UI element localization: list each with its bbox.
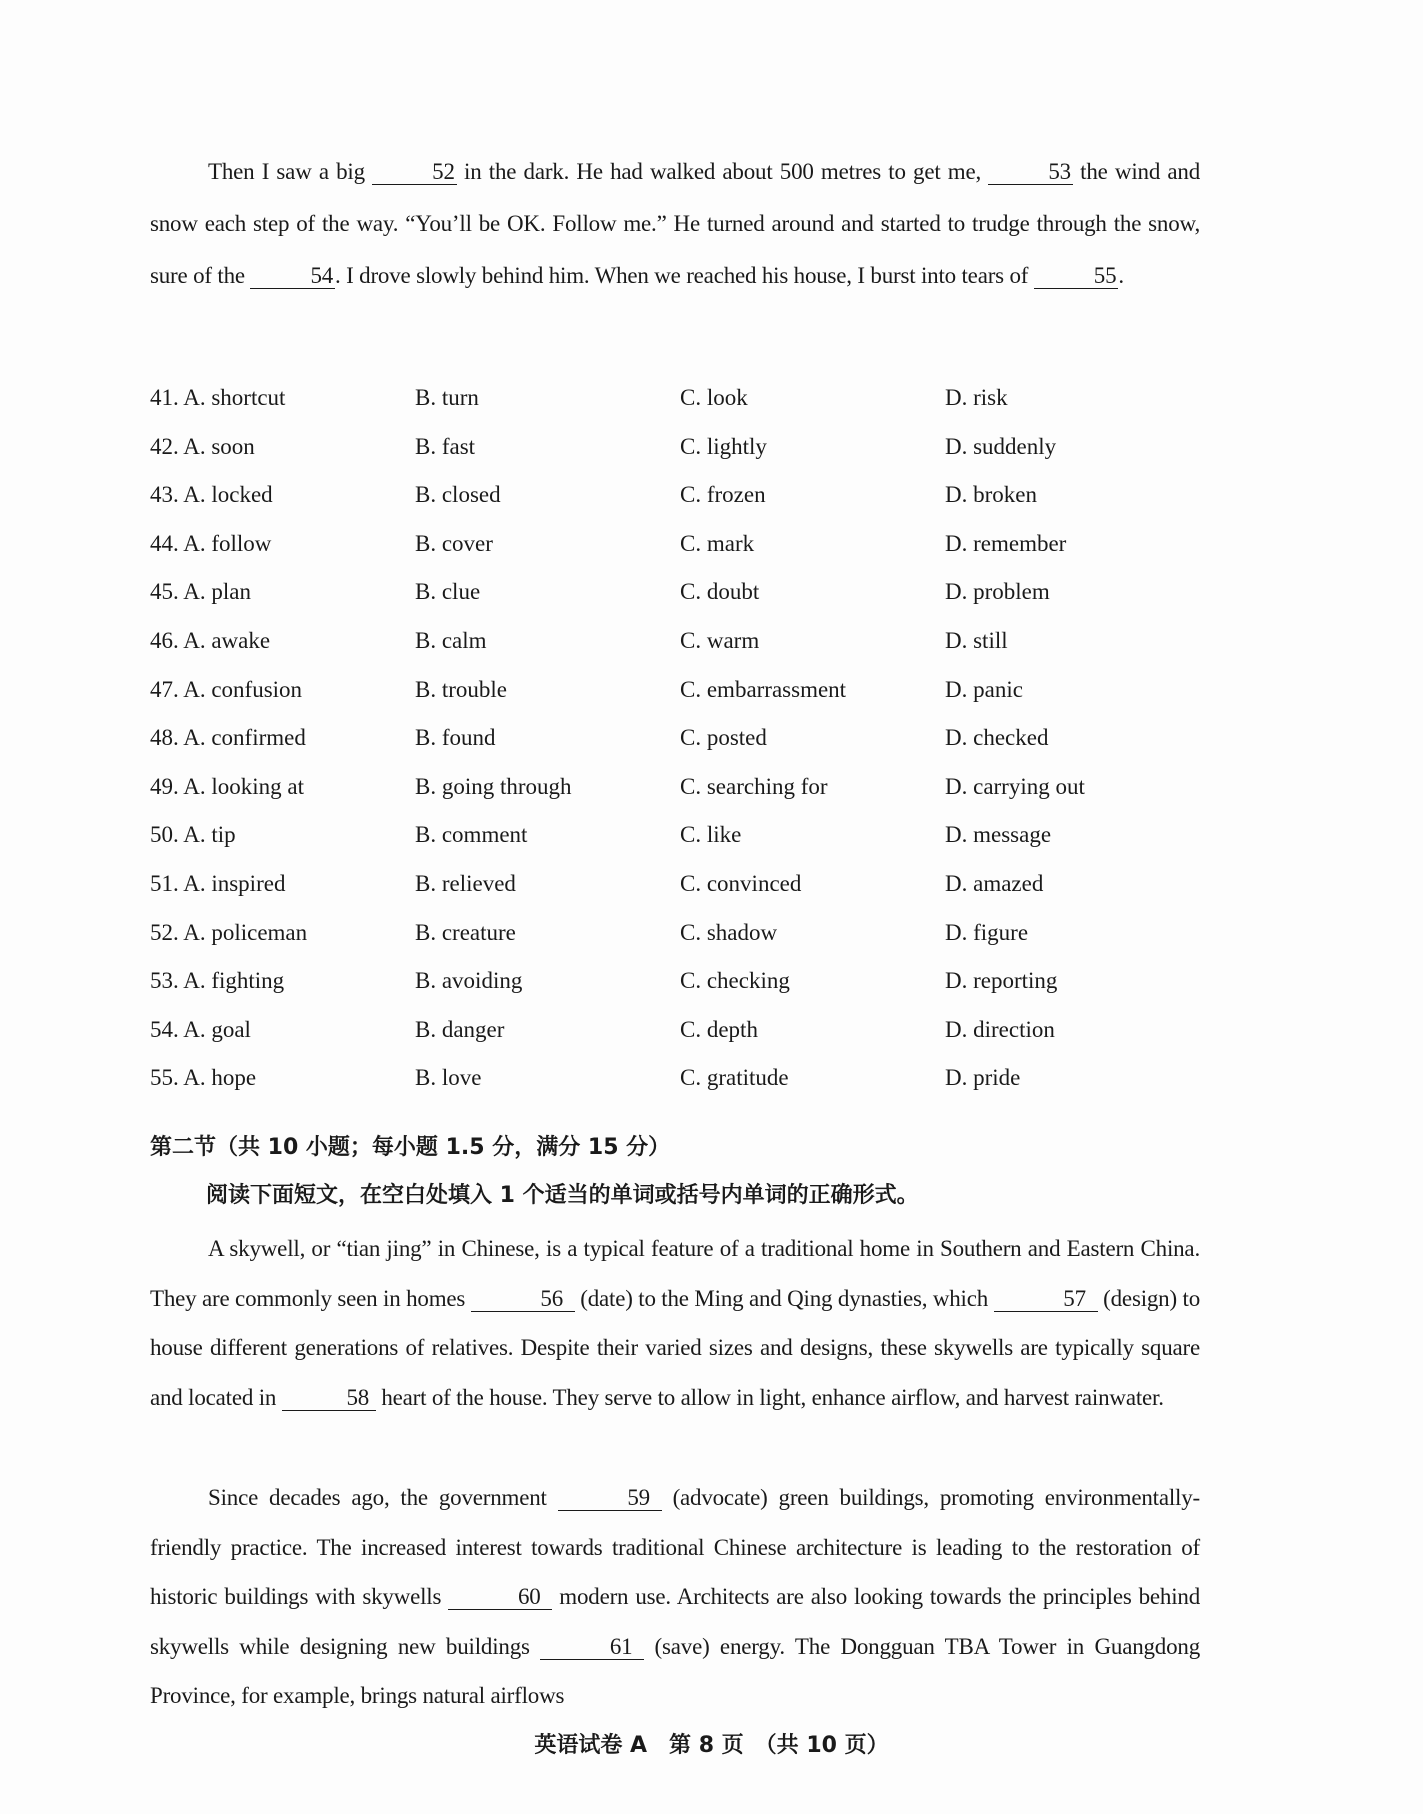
option-c: C. depth xyxy=(680,1016,758,1042)
blank-61: 61 xyxy=(540,1635,644,1660)
option-c: C. look xyxy=(680,385,748,410)
option-row-42 xyxy=(150,423,1200,472)
answer-options-table xyxy=(150,374,1200,1103)
option-b: B. found xyxy=(415,725,496,751)
option-a: 55. A. hope xyxy=(150,1065,257,1091)
option-a: 47. A. confusion xyxy=(150,676,303,702)
blank-53: 53 xyxy=(988,160,1073,185)
option-d: D. pride xyxy=(945,1065,1021,1091)
option-b: B. fast xyxy=(415,433,476,459)
option-b: B. danger xyxy=(415,1016,505,1042)
blank-59: 59 xyxy=(558,1486,662,1511)
cloze-passage-ending xyxy=(150,146,1200,302)
option-d: D. carrying out xyxy=(945,773,1085,799)
option-b: B. comment xyxy=(415,822,528,848)
option-c: C. convinced xyxy=(680,870,802,896)
option-c: C. shadow xyxy=(680,919,778,945)
option-row-50 xyxy=(150,811,1200,860)
section-instruction: 阅读下面短文，在空白处填入 1 个适当的单词或括号内单词的正确形式。 xyxy=(206,1183,919,1208)
option-d: D. still xyxy=(945,627,1008,653)
option-c: C. doubt xyxy=(680,579,760,605)
option-d: D. panic xyxy=(945,676,1023,702)
option-a: 44. A. follow xyxy=(150,530,272,556)
option-c: C. frozen xyxy=(680,482,766,508)
option-b: B. cover xyxy=(415,530,493,556)
passage-text: (design) to house different generations of relatives. Despite their varied sizes and designs, these skywells are typically square and located in xyxy=(150,1285,1200,1410)
option-c: C. warm xyxy=(680,627,760,653)
option-c: C. like xyxy=(680,822,742,848)
option-a: 50. A. tip xyxy=(150,822,236,848)
option-a: 51. A. inspired xyxy=(150,870,286,896)
option-a: 42. A. soon xyxy=(150,433,255,459)
option-b: B. closed xyxy=(415,482,501,508)
passage-text: A skywell, or “tian jing” in Chinese, is a typical feature of a traditional home in Southern and Eastern China. They are commonly seen in homes xyxy=(150,1236,1200,1311)
option-row-43 xyxy=(150,471,1200,520)
passage-text: Then I saw a big xyxy=(208,159,373,184)
option-d: D. figure xyxy=(945,919,1029,945)
option-row-53 xyxy=(150,957,1200,1006)
option-d: D. amazed xyxy=(945,870,1044,896)
section-heading: 第二节（共 10 小题；每小题 1.5 分，满分 15 分） xyxy=(150,1135,671,1160)
option-row-51 xyxy=(150,860,1200,909)
option-row-41 xyxy=(150,374,1200,423)
option-d: D. checked xyxy=(945,725,1049,751)
option-a: 46. A. awake xyxy=(150,627,271,653)
option-b: B. love xyxy=(415,1065,482,1091)
option-a: 53. A. fighting xyxy=(150,968,285,994)
passage-text: modern use. Architects are also looking towards the principles behind skywells while designing new buildings xyxy=(150,1584,1200,1659)
blank-56: 56 xyxy=(471,1287,575,1312)
option-d: D. direction xyxy=(945,1016,1055,1042)
passage-text: . xyxy=(1118,263,1124,288)
option-row-46 xyxy=(150,617,1200,666)
option-d: D. remember xyxy=(945,530,1067,556)
option-row-55 xyxy=(150,1054,1200,1103)
option-d: D. broken xyxy=(945,482,1037,508)
blank-52: 52 xyxy=(372,160,457,185)
option-row-48 xyxy=(150,714,1200,763)
option-c: C. mark xyxy=(680,530,755,556)
blank-58: 58 xyxy=(282,1386,376,1411)
option-d: D. problem xyxy=(945,579,1050,605)
blank-60: 60 xyxy=(448,1585,552,1610)
option-row-52 xyxy=(150,909,1200,958)
option-a: 54. A. goal xyxy=(150,1016,251,1042)
option-a: 43. A. locked xyxy=(150,482,273,508)
option-row-44 xyxy=(150,520,1200,569)
option-row-49 xyxy=(150,763,1200,812)
option-a: 52. A. policeman xyxy=(150,919,308,945)
option-c: C. gratitude xyxy=(680,1065,789,1091)
option-c: C. lightly xyxy=(680,433,767,459)
passage-text: in the dark. He had walked about 500 metres to get me, xyxy=(456,159,989,184)
passage-text: . I drove slowly behind him. When we reached his house, I burst into tears of xyxy=(335,263,1034,288)
skywell-passage-paragraph-2 xyxy=(150,1473,1200,1721)
option-c: C. posted xyxy=(680,725,767,751)
option-row-54 xyxy=(150,1006,1200,1055)
option-b: B. avoiding xyxy=(415,968,523,994)
option-c: C. embarrassment xyxy=(680,676,847,702)
option-b: B. calm xyxy=(415,627,487,653)
skywell-passage-paragraph-1 xyxy=(150,1224,1200,1422)
option-d: D. risk xyxy=(945,385,1008,410)
option-c: C. checking xyxy=(680,968,790,994)
option-c: C. searching for xyxy=(680,773,828,799)
passage-text: the wind and snow each step of the way. “You’ll be OK. Follow me.” He turned around and started to trudge through the snow, sure of the xyxy=(150,159,1200,288)
passage-text: (save) energy. The Dongguan TBA Tower in Guangdong Province, for example, brings natural airflows xyxy=(150,1633,1200,1708)
option-d: D. suddenly xyxy=(945,433,1057,459)
option-a: 49. A. looking at xyxy=(150,773,304,799)
passage-text: heart of the house. They serve to allow in light, enhance airflow, and harvest rainwater. xyxy=(375,1384,1164,1410)
option-d: D. reporting xyxy=(945,968,1058,994)
option-b: B. clue xyxy=(415,579,481,605)
page-footer: 英语试卷 A 第 8 页 （共 10 页） xyxy=(534,1733,889,1758)
option-a: 41. A. shortcut xyxy=(150,385,286,410)
option-a: 45. A. plan xyxy=(150,579,251,605)
option-b: B. going through xyxy=(415,773,572,799)
option-a: 48. A. confirmed xyxy=(150,725,306,751)
blank-54: 54 xyxy=(250,264,335,289)
passage-text: Since decades ago, the government xyxy=(208,1485,558,1510)
option-b: B. turn xyxy=(415,385,479,410)
blank-55: 55 xyxy=(1034,264,1119,289)
option-b: B. trouble xyxy=(415,676,507,702)
option-b: B. creature xyxy=(415,919,516,945)
option-row-45 xyxy=(150,568,1200,617)
blank-57: 57 xyxy=(994,1287,1098,1312)
option-d: D. message xyxy=(945,822,1052,848)
option-b: B. relieved xyxy=(415,870,516,896)
option-row-47 xyxy=(150,666,1200,715)
passage-text: (advocate) green buildings, promoting environmentally-friendly practice. The increased interest towards traditional Chinese architecture is leading to the restoration of historic buildings with skywells xyxy=(150,1485,1200,1609)
passage-text: (date) to the Ming and Qing dynasties, which xyxy=(574,1285,994,1311)
